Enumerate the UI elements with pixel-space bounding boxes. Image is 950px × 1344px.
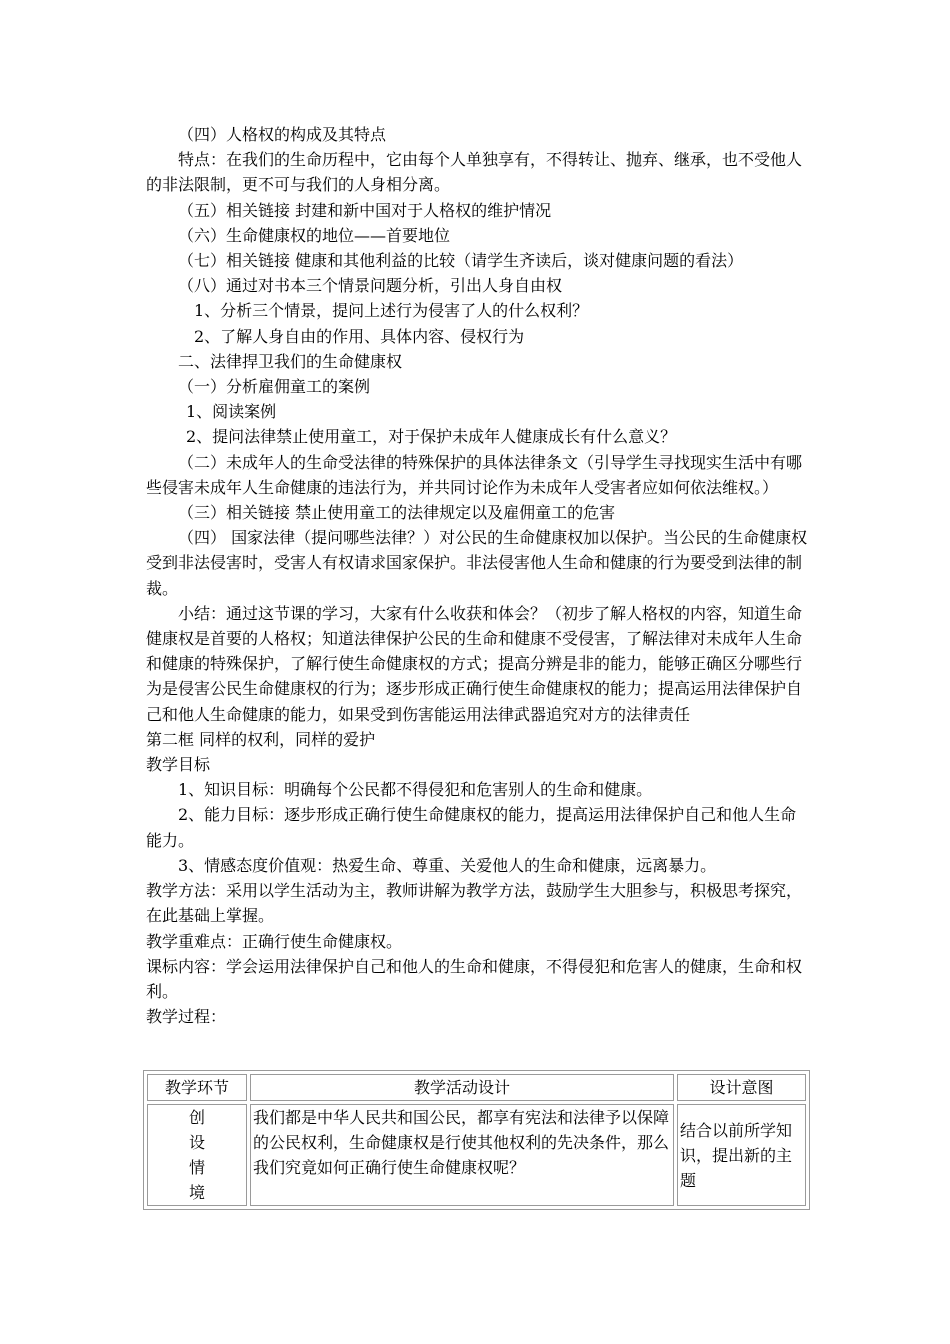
section-title: 第二框 同样的权利，同样的爱护 — [146, 729, 376, 749]
paragraph: （四） 国家法律（提问哪些法律？）对公民的生命健康权加以保护。当公民的生命健康权受到非法侵害时，受害人有权请求国家保护。非法侵害他人生命和健康的行为要受到法律的制裁。 — [146, 528, 808, 598]
list-item: 1、阅读案例 — [186, 402, 277, 422]
list-item: 2、了解人身自由的作用、具体内容、侵权行为 — [194, 326, 525, 346]
paragraph: 课标内容：学会运用法律保护自己和他人的生命和健康，不得侵犯和危害人的健康，生命和权利。 — [146, 956, 803, 1001]
list-item: （一）分析雇佣童工的案例 — [178, 377, 371, 397]
list-item: （三）相关链接 禁止使用童工的法律规定以及雇佣童工的危害 — [178, 503, 616, 523]
stage-cell — [147, 1104, 247, 1206]
paragraph: 教学方法：采用以学生活动为主，教师讲解为教学方法，鼓励学生大胆参与，积极思考探究，在此基础上掌握。 — [146, 881, 803, 926]
table-header-cell: 设计意图 — [677, 1074, 806, 1101]
list-item: （八）通过对书本三个情景问题分析，引出人身自由权 — [178, 276, 563, 296]
subheading: 教学目标 — [146, 755, 211, 775]
activity-cell: 我们都是中华人民共和国公民，都享有宪法和法律予以保障的公民权利，生命健康权是行使其他权利的先决条件，那么我们究竟如何正确行使生命健康权呢？ — [250, 1104, 674, 1206]
section-heading: 二、法律捍卫我们的生命健康权 — [178, 351, 403, 371]
list-item: （七）相关链接 健康和其他利益的比较（请学生齐读后，谈对健康问题的看法） — [178, 251, 744, 271]
section-heading: （四）人格权的构成及其特点 — [178, 125, 387, 144]
list-item: 2、提问法律禁止使用童工，对于保护未成年人健康成长有什么意义？ — [186, 427, 677, 447]
paragraph: 特点：在我们的生命历程中，它由每个人单独享有，不得转让、抛弃、继承，也不受他人的非法限制，更不可与我们的人身相分离。 — [146, 150, 803, 195]
table-header-cell: 教学活动设计 — [250, 1074, 674, 1101]
table-header-cell: 教学环节 — [147, 1074, 247, 1101]
objective-item: 3、情感态度价值观：热爱生命、尊重、关爱他人的生命和健康，远离暴力。 — [178, 855, 717, 875]
teaching-process-table — [143, 1070, 810, 1210]
intent-cell: 结合以前所学知识，提出新的主题 — [677, 1104, 806, 1206]
stage-char: 创 — [188, 1108, 205, 1127]
document-body — [146, 122, 810, 1029]
paragraph: 教学重难点：正确行使生命健康权。 — [146, 931, 403, 951]
objective-item: 2、能力目标：逐步形成正确行使生命健康权的能力，提高运用法律保护自己和他人生命能力。 — [146, 805, 797, 850]
objective-item: 1、知识目标：明确每个公民都不得侵犯和危害别人的生命和健康。 — [178, 780, 653, 800]
subheading: 教学过程： — [146, 1007, 227, 1027]
stage-char: 设 — [188, 1133, 205, 1152]
table-row — [147, 1104, 806, 1206]
list-item: （六）生命健康权的地位——首要地位 — [178, 225, 451, 245]
list-item: 1、分析三个情景，提问上述行为侵害了人的什么权利？ — [194, 301, 589, 321]
stage-char: 境 — [188, 1183, 205, 1202]
stage-char: 情 — [188, 1158, 205, 1177]
summary-paragraph: 小结：通过这节课的学习，大家有什么收获和体会？（初步了解人格权的内容，知道生命健康权是首要的人格权；知道法律保护公民的生命和健康不受侵害，了解法律对未成年人生命和健康的特殊保护，了解行使生命健康权的方式；提高分辨是非的能力，能够正确区分哪些行为是侵害公民生命健康权的行为；逐步形成正确行使生命健康权的能力；提高运用法律保护自己和他人生命健康的能力，如果受到伤害能运用法律武器追究对方的法律责任 — [146, 603, 803, 724]
list-item: （五）相关链接 封建和新中国对于人格权的维护情况 — [178, 200, 552, 220]
paragraph: （二）未成年人的生命受法律的特殊保护的具体法律条文（引导学生寻找现实生活中有哪些侵害未成年人生命健康的违法行为，并共同讨论作为未成年人受害者应如何依法维权。） — [146, 452, 803, 497]
table-header-row — [147, 1074, 806, 1101]
